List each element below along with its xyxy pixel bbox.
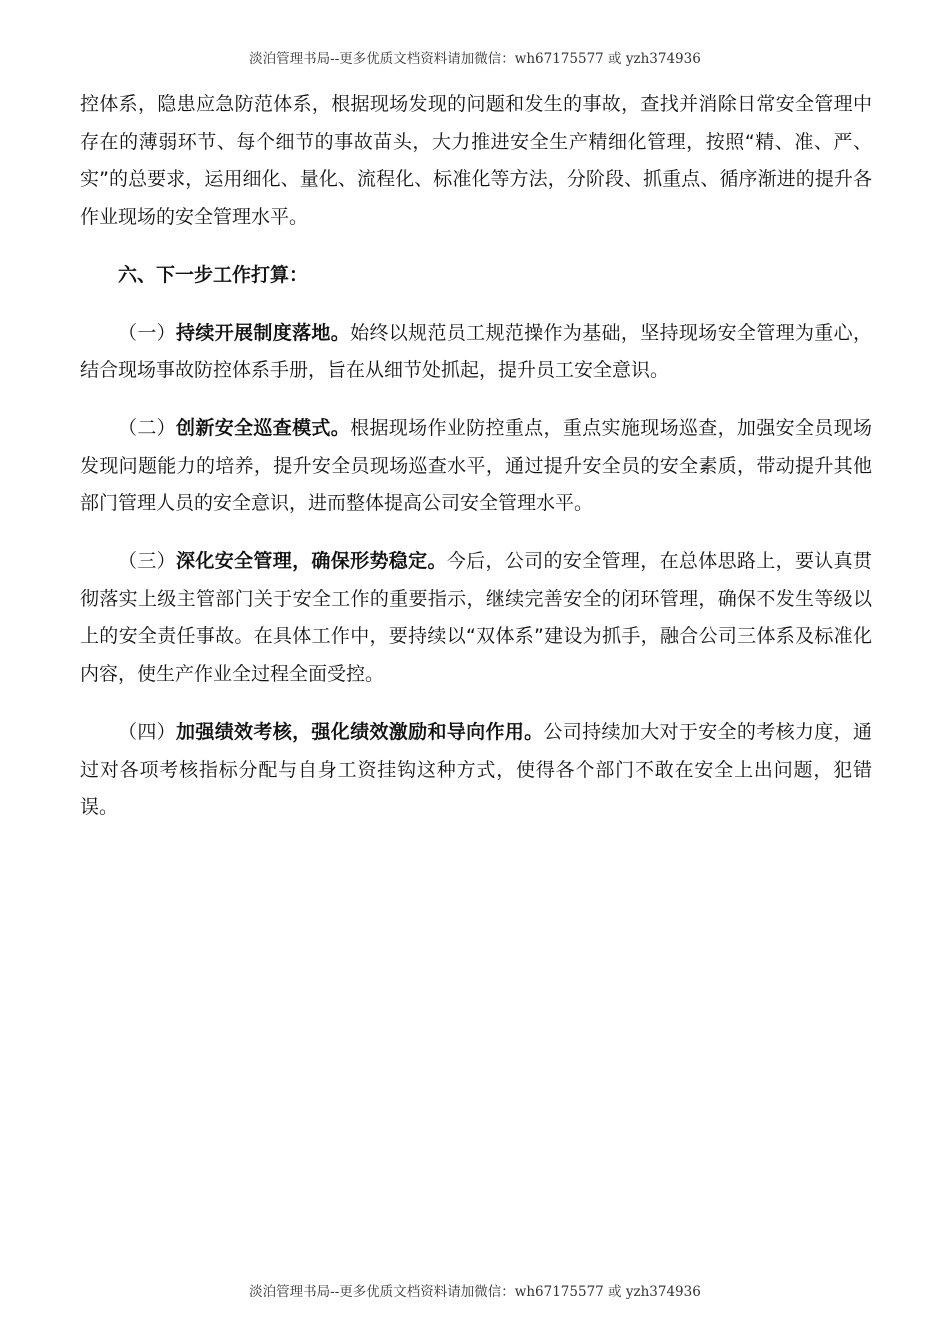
item-title: 创新安全巡查模式。: [176, 416, 351, 439]
item-title: 深化安全管理，确保形势稳定。: [176, 550, 447, 573]
item-text: 根据现场作业防控重点，重点实施现场巡查，加强安全员现场发现问题能力的培养，提升安全员现场巡查水平，通过提升安全员的安全素质，带动提升其他部门管理人员的安全意识，进而整体提高公司安全管理水平。: [80, 416, 872, 515]
list-item: [80, 315, 872, 390]
item-prefix: （一）: [118, 321, 177, 344]
list-item: [80, 543, 872, 694]
item-title: 持续开展制度落地。: [176, 321, 351, 344]
continuation-paragraph: 控体系，隐患应急防范体系，根据现场发现的问题和发生的事故，查找并消除日常安全管理中存在的薄弱环节、每个细节的事故苗头，大力推进安全生产精细化管理，按照“精、准、严、实”的总要求，运用细化、量化、流程化、标准化等方法，分阶段、抓重点、循序渐进的提升各作业现场的安全管理水平。: [80, 93, 872, 229]
page-footer: 淡泊管理书局--更多优质文档资料请加微信：wh67175577 或 yzh374936: [249, 1284, 701, 1300]
item-text: 今后，公司的安全管理，在总体思路上，要认真贯彻落实上级主管部门关于安全工作的重要指示，继续完善安全的闭环管理，确保不发生等级以上的安全责任事故。在具体工作中，要持续以“双体系”建设为抓手，融合公司三体系及标准化内容，使生产作业全过程全面受控。: [80, 550, 872, 686]
item-prefix: （四）: [118, 720, 177, 743]
item-prefix: （三）: [118, 550, 177, 573]
item-text: 始终以规范员工规范操作为基础，坚持现场安全管理为重心，结合现场事故防控体系手册，旨在从细节处抓起，提升员工安全意识。: [80, 321, 872, 382]
item-text: 公司持续加大对于安全的考核力度，通过对各项考核指标分配与自身工资挂钩这种方式，使得各个部门不敢在安全上出问题，犯错误。: [80, 720, 872, 819]
section-heading: 六、下一步工作打算：: [118, 263, 309, 286]
list-item: [80, 714, 872, 827]
list-item: [80, 410, 872, 523]
item-prefix: （二）: [118, 416, 177, 439]
document-body: [80, 86, 872, 827]
item-title: 加强绩效考核，强化绩效激励和导向作用。: [176, 720, 544, 743]
page-header: 淡泊管理书局--更多优质文档资料请加微信：wh67175577 或 yzh374936: [249, 51, 701, 67]
